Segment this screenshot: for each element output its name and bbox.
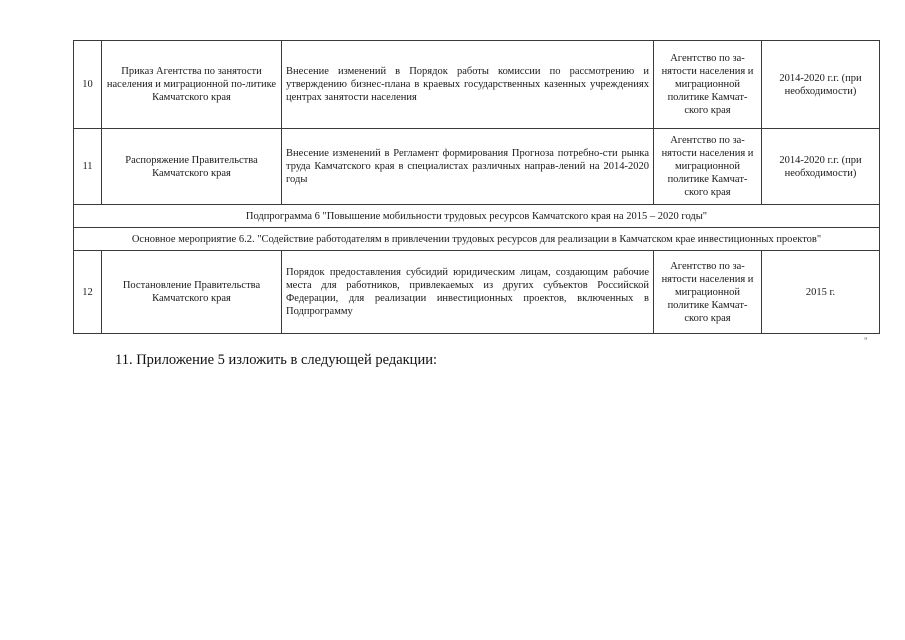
- term: 2015 г.: [762, 251, 880, 334]
- responsible-agency: Агентство по за-нятости населения и миграционной политике Камчат-ского края: [654, 251, 762, 334]
- measures-table: [73, 40, 880, 334]
- measure-title: Основное мероприятие 6.2. "Содействие работодателям в привлечении трудовых ресурсов для реализации в Камчатском крае инвестиционных проектов": [74, 228, 880, 251]
- document-content: Внесение изменений в Порядок работы комиссии по рассмотрению и утверждению бизнес-плана в краевых государственных казенных учреждениях центрах занятости населения: [282, 41, 654, 129]
- table-row: [74, 41, 880, 129]
- term: 2014-2020 г.г. (при необходимости): [762, 41, 880, 129]
- amendment-paragraph: 11. Приложение 5 изложить в следующей редакции:: [115, 352, 437, 368]
- closing-quote: ": [864, 336, 868, 346]
- measure-row: [74, 228, 880, 251]
- row-number: 10: [74, 41, 102, 129]
- responsible-agency: Агентство по за-нятости населения и миграционной политике Камчат-ского края: [654, 129, 762, 205]
- term: 2014-2020 г.г. (при необходимости): [762, 129, 880, 205]
- row-number: 12: [74, 251, 102, 334]
- document-type: Приказ Агентства по занятости населения и миграционной по-литике Камчатского края: [102, 41, 282, 129]
- table-row: [74, 251, 880, 334]
- document-type: Распоряжение Правительства Камчатского края: [102, 129, 282, 205]
- table-row: [74, 129, 880, 205]
- row-number: 11: [74, 129, 102, 205]
- responsible-agency: Агентство по за-нятости населения и миграционной политике Камчат-ского края: [654, 41, 762, 129]
- subprogram-row: [74, 205, 880, 228]
- subprogram-title: Подпрограмма 6 "Повышение мобильности трудовых ресурсов Камчатского края на 2015 – 2020 годы": [74, 205, 880, 228]
- document-content: Порядок предоставления субсидий юридическим лицам, создающим рабочие места для работников, привлекаемых из других субъектов Российской Федерации, для реализации инвестиционных проектов, включенных в Подпрограмму: [282, 251, 654, 334]
- document-content: Внесение изменений в Регламент формирования Прогноза потребно-сти рынка труда Камчатского края в специалистах различных направ-лений на 2014-2020 годы: [282, 129, 654, 205]
- document-type: Постановление Правительства Камчатского края: [102, 251, 282, 334]
